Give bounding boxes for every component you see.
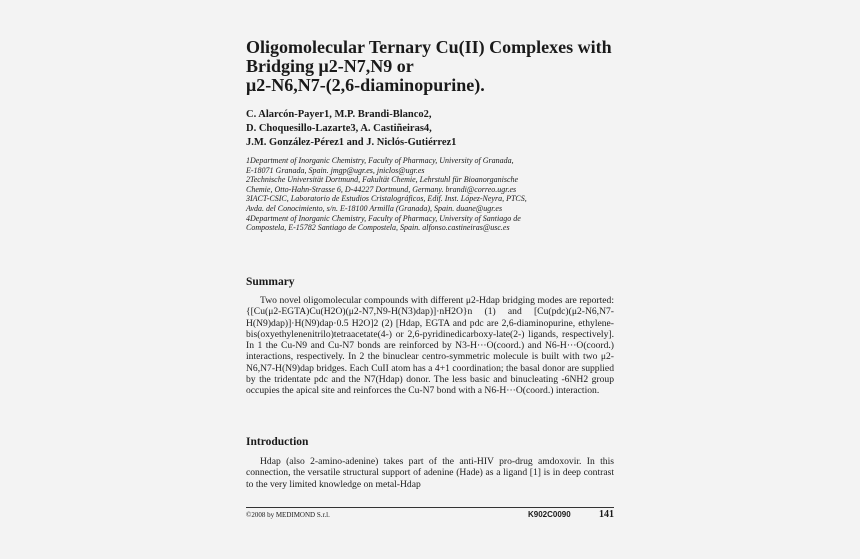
affiliation-line: 2Technische Universität Dortmund, Fakultät Chemie, Lehrstuhl für Bioanorganische [246,175,519,185]
paper-title [246,38,626,95]
summary-heading: Summary [246,276,295,288]
author-list [246,108,626,150]
author-line-1: C. Alarcón-Payer1, M.P. Brandi-Blanco2, [246,109,432,120]
affiliation-line: Avda. del Conocimiento, s/n. E-18100 Armilla (Granada), Spain. duane@ugr.es [246,203,503,213]
author-line-3: J.M. González-Pérez1 and J. Niclós-Gutiérrez1 [246,137,457,148]
footer-code: K902C0090 [528,510,571,519]
affiliation-line: 1Department of Inorganic Chemistry, Faculty of Pharmacy, University of Granada, [246,156,514,165]
affiliation-line: 3IACT-CSIC, Laboratorio de Estudios Cristalográficos, Edif. Inst. López-Neyra, PTCS, [246,194,527,204]
affiliation-line: E-18071 Granada, Spain. jmgp@ugr.es, jniclos@ugr.es [246,165,425,175]
page-number: 141 [599,509,614,520]
summary-text: Two novel oligomolecular compounds with different μ2-Hdap bridging modes are reported: {[Cu(μ2-EGTA)Cu(H2O)(μ2-N7,N9-H(N3)dap)]·nH2O}n (1) and [Cu(pdc)(μ2-N6,N7-H(N9)dap)]·H(N9)dap·0.5 H2O]2 (2) [Hdap, EGTA and pdc are 2,6-diaminopurine, ethylene-bis(oxyethylenenitrilo)tetraacetate(4-) or 2,6-pyridinedicarboxy-late(2-) ligands, respectively]. In 1 the Cu-N9 and Cu-N7 bonds are reinforced by N3-H···O(coord.) and N6-H···O(coord.) interactions, respectively. In 2 the binuclear centro-symmetric molecule is built with two μ2-N6,N7-H(N9)dap bridges. Each CuII atom has a 4+1 coordination; the basal donor are supplied by the tridentate pdc and the N7(Hdap) donor. The less basic and binucleating -6NH2 group occupies the apical site and reinforces the Cu-N7 bond with a N6-H···O(coord.) interaction. [246,295,614,397]
title-line-2: Bridging μ2-N7,N9 or [246,56,414,76]
affiliation-line: Compostela, E-15782 Santiago de Compostela, Spain. alfonso.castineiras@usc.es [246,223,510,233]
introduction-text: Hdap (also 2-amino-adenine) takes part of the anti-HIV pro-drug amdoxovir. In this connection, the versatile structural support of adenine (Hade) as a ligand [1] is in deep contrast to the very limited knowledge on metal-Hdap [246,456,614,490]
introduction-heading: Introduction [246,436,309,448]
title-line-1: Oligomolecular Ternary Cu(II) Complexes with [246,37,612,57]
footer-right [528,509,614,520]
affiliation-line: Chemie, Otto-Hahn-Strasse 6, D-44227 Dortmund, Germany. brandi@correo.ugr.es [246,184,517,194]
footer-rule [246,507,614,508]
title-line-3: μ2-N6,N7-(2,6-diaminopurine). [246,75,485,95]
footer-copyright: ©2008 by MEDIMOND S.r.l. [246,511,330,519]
affiliations [246,156,626,233]
author-line-2: D. Choquesillo-Lazarte3, A. Castiñeiras4, [246,123,432,134]
affiliation-line: 4Department of Inorganic Chemistry, Faculty of Pharmacy, University of Santiago de [246,213,521,223]
